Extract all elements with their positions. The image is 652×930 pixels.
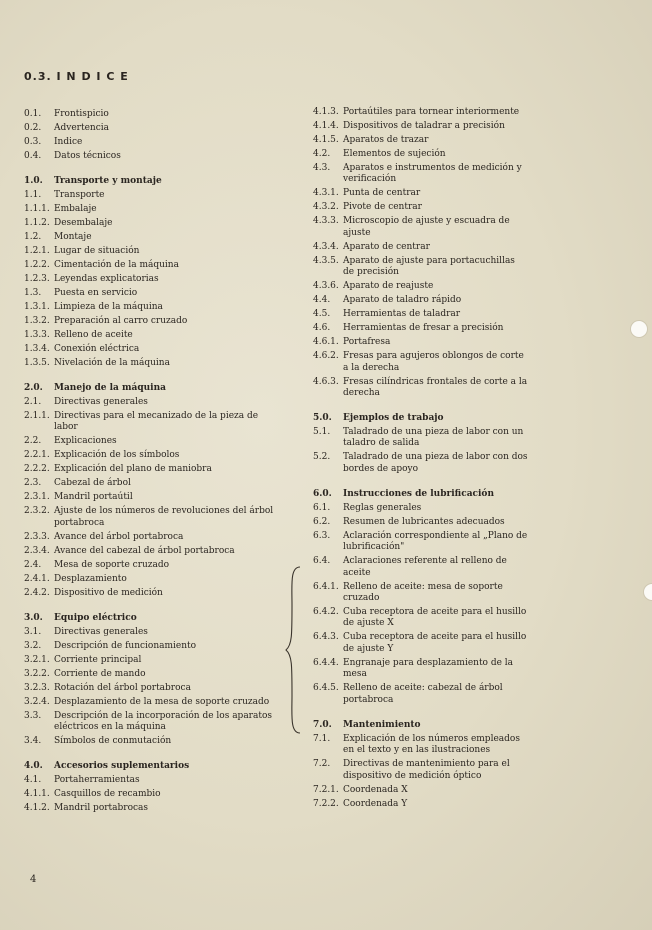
toc-entry [313,188,528,199]
toc-entry-number: 7.0. [313,719,332,730]
toc-entry-title: Portaherramientas [54,775,140,786]
toc-entry-number: 4.5. [313,309,331,320]
toc-entry-title: Reglas generales [343,502,422,513]
toc-entry-title: Advertencia [54,123,109,133]
toc-entry-title: Corriente de mando [54,668,146,679]
toc-entry [24,641,274,652]
toc-entry-number: 2.4.1. [24,573,50,584]
toc-entry-title: Explicación de los símbolos [54,450,180,461]
toc-entry [24,151,274,162]
toc-entry-number: 4.4. [313,295,331,306]
toc-entry-title: Preparación al carro cruzado [54,316,188,326]
toc-entry-title: Manejo de la máquina [54,383,166,393]
toc-entry [313,242,528,253]
toc-entry-number: 5.0. [313,413,332,424]
toc-entry-number: 7.1. [313,733,331,744]
toc-entry-title: Accesorios suplementarios [54,761,190,772]
toc-entry-title: Aparato de centrar [343,241,430,252]
toc-entry-title: Avance del árbol portabroca [54,531,184,542]
toc-entry-number: 4.3.1. [313,188,339,199]
toc-entry [24,260,274,271]
toc-entry-title: Portaútiles para tornear interiormente [343,107,520,117]
toc-entry [313,295,528,306]
toc-entry-number: 3.2.3. [24,682,50,693]
punch-hole-top [630,320,648,338]
toc-entry [24,190,274,201]
toc-entry [24,316,274,327]
toc-entry-number: 1.2.3. [24,274,50,284]
toc-entry-title: Cuba receptora de aceite para el husillo de ajuste X [343,607,527,629]
toc-entry-number: 6.2. [313,516,331,527]
toc-entry [24,397,274,408]
toc-entry-title: Ejemplos de trabajo [343,413,444,424]
toc-entry [313,377,528,400]
toc-entry [24,464,274,475]
toc-entry [24,492,274,503]
toc-section-heading [24,761,274,772]
toc-entry-title: Aparatos de trazar [343,135,429,145]
toc-entry [24,588,274,599]
toc-entry-number: 1.3. [24,288,42,298]
toc-entry-title: Avance del cabezal de árbol portabroca [54,545,235,556]
toc-entry-title: Directivas para el mecanizado de la pieza de labor [54,411,259,433]
toc-entry [313,658,528,681]
toc-entry-title: Leyendas explicatorias [54,274,159,284]
toc-entry-number: 6.4.3. [313,632,339,643]
toc-entry [313,556,528,579]
toc-entry-title: Taladrado de una pieza de labor con un taladro de salida [343,427,524,449]
toc-entry-title: Limpieza de la máquina [54,302,163,312]
toc-entry-title: Aparato de taladro rápido [343,295,462,306]
toc-entry-number: 4.6.3. [313,376,339,387]
toc-entry-title: Aclaraciones referente al relleno de aceite [343,556,507,578]
toc-entry-number: 4.3.5. [313,255,339,266]
toc-entry [24,560,274,571]
toc-entry-number: 2.3.2. [24,506,50,517]
punch-hole-bottom [643,583,652,601]
toc-entry-number: 7.2.2. [313,798,339,809]
toc-entry-number: 4.2. [313,149,331,159]
toc-entry [24,506,274,529]
toc-entry [313,256,528,279]
toc-entry-title: Mantenimiento [343,719,421,730]
toc-entry-title: Aparato de ajuste para portacuchillas de precisión [343,255,515,278]
toc-entry [313,785,528,796]
toc-entry [24,109,274,120]
toc-entry-number: 5.1. [313,427,331,438]
toc-entry [24,218,274,229]
toc-entry [24,246,274,257]
toc-entry-number: 4.1.2. [24,803,50,814]
toc-section-heading [313,489,528,500]
toc-entry-title: Engranaje para desplazamiento de la mesa [343,657,514,680]
toc-entry-number: 1.3.5. [24,358,50,368]
toc-entry [313,202,528,213]
toc-entry [313,582,528,605]
toc-entry-title: Mandril portabrocas [54,803,149,814]
toc-entry-title: Directivas generales [54,626,148,637]
toc-entry-title: Dispositivo de medición [54,587,163,598]
toc-entry-number: 4.1.1. [24,789,50,800]
toc-entry [313,452,528,475]
section-gap [313,402,528,413]
toc-entry [24,574,274,585]
toc-entry [24,697,274,708]
toc-left-column [24,109,274,817]
toc-entry-number: 1.3.2. [24,316,50,326]
toc-entry-title: Aparatos e instrumentos de medición y verificación [343,163,522,185]
toc-entry [24,123,274,134]
toc-entry-number: 6.4.5. [313,683,339,694]
toc-entry-title: Ajuste de los números de revoluciones del árbol portabroca [54,506,274,528]
toc-entry [24,358,274,369]
toc-entry-title: Cabezal de árbol [54,478,131,489]
toc-entry-number: 4.3.3. [313,216,339,227]
toc-entry-number: 3.4. [24,736,42,747]
toc-entry [313,607,528,630]
toc-entry-title: Microscopio de ajuste y escuadra de ajuste [343,216,510,238]
toc-entry-title: Resumen de lubricantes adecuados [343,516,505,527]
toc-entry-title: Descripción de la incorporación de los aparatos eléctricos en la máquina [54,710,273,733]
toc-entry-title: Portafresa [343,337,391,348]
toc-entry-title: Cimentación de la máquina [54,260,179,270]
toc-entry-title: Desembalaje [54,218,113,228]
toc-entry-number: 4.1.4. [313,121,339,131]
toc-entry-number: 2.2.1. [24,450,50,461]
toc-section-heading [24,383,274,394]
toc-entry-title: Conexión eléctrica [54,344,140,354]
toc-entry-title: Puesta en servicio [54,288,138,298]
toc-entry-number: 5.2. [313,452,331,463]
toc-entry-number: 2.4.2. [24,587,50,598]
toc-entry-title: Elementos de sujeción [343,149,446,159]
toc-entry-title: Dispositivos de taladrar a precisión [343,121,505,131]
toc-entry-number: 1.1. [24,190,42,200]
toc-entry-number: 3.2.2. [24,668,50,679]
toc-entry-number: 4.1. [24,775,42,786]
toc-entry [24,137,274,148]
toc-entry-title: Nivelación de la máquina [54,358,170,368]
toc-entry [313,216,528,239]
toc-entry-number: 3.2.4. [24,696,50,707]
section-gap [313,478,528,489]
toc-entry-number: 2.0. [24,383,43,393]
toc-entry-title: Lugar de situación [54,246,140,256]
toc-entry [313,759,528,782]
toc-entry-number: 1.1.1. [24,204,50,214]
toc-entry-title: Desplazamiento [54,573,127,584]
toc-entry-title: Mesa de soporte cruzado [54,559,170,570]
toc-entry [313,632,528,655]
toc-entry-number: 4.0. [24,761,43,772]
toc-entry-number: 4.3.2. [313,202,339,213]
toc-entry-number: 2.2. [24,436,42,447]
toc-entry-title: Punta de centrar [343,188,421,199]
toc-entry-number: 0.2. [24,123,42,133]
toc-entry-title: Embalaje [54,204,97,214]
toc-entry-title: Herramientas de taladrar [343,309,461,320]
toc-entry-number: 1.2. [24,232,42,242]
toc-entry [313,135,528,146]
toc-entry [24,736,274,747]
toc-section-heading [24,176,274,187]
toc-entry-title: Relleno de aceite: cabezal de árbol portabroca [343,683,503,705]
toc-entry-number: 6.1. [313,502,331,513]
toc-entry-number: 1.1.2. [24,218,50,228]
toc-entry-number: 1.0. [24,176,43,186]
toc-entry [24,450,274,461]
toc-entry-title: Mandril portaútil [54,492,133,503]
toc-entry-number: 4.6. [313,323,331,334]
toc-entry-number: 2.2.2. [24,464,50,475]
toc-entry [24,330,274,341]
toc-entry-number: 0.1. [24,109,42,119]
toc-entry-title: Coordenada X [343,784,408,795]
toc-section-heading [313,413,528,424]
toc-entry-title: Relleno de aceite [54,330,133,340]
toc-entry-title: Equipo eléctrico [54,612,137,623]
toc-entry-title: Explicación de los números empleados en el texto y en las ilustraciones [343,733,520,756]
toc-entry [313,323,528,334]
toc-entry-number: 1.3.4. [24,344,50,354]
toc-entry-number: 4.3. [313,163,331,173]
section-gap [24,372,274,383]
section-gap [24,750,274,761]
toc-entry-number: 4.1.5. [313,135,339,145]
toc-entry-number: 3.2.1. [24,654,50,665]
toc-entry-title: Taladrado de una pieza de labor con dos bordes de apoyo [343,452,528,474]
toc-entry-title: Casquillos de recambio [54,789,161,800]
toc-entry [24,302,274,313]
toc-entry-title: Explicaciones [54,436,117,447]
toc-entry-title: Descripción de funcionamiento [54,640,197,651]
toc-entry [313,309,528,320]
toc-entry [313,121,528,132]
toc-entry [24,627,274,638]
toc-entry [24,669,274,680]
toc-entry-number: 2.3. [24,478,42,489]
toc-entry-number: 0.3. [24,137,42,147]
toc-entry-title: Relleno de aceite: mesa de soporte cruzado [343,581,503,604]
toc-entry-number: 2.1.1. [24,411,50,421]
toc-entry [24,274,274,285]
toc-entry-title: Datos técnicos [54,151,121,161]
toc-entry-number: 6.4. [313,556,331,567]
toc-entry [24,204,274,215]
toc-entry [24,344,274,355]
toc-entry-number: 7.2.1. [313,784,339,795]
toc-entry-title: Símbolos de conmutación [54,736,172,747]
toc-section-heading [313,720,528,731]
toc-entry [24,789,274,800]
toc-entry-title: Frontispicio [54,109,109,119]
toc-entry [313,427,528,450]
toc-entry [24,803,274,814]
toc-entry-number: 3.2. [24,640,42,651]
toc-entry-title: Directivas de mantenimiento para el dispositivo de medición óptico [343,759,510,781]
toc-entry [24,411,274,434]
toc-entry-number: 4.1.3. [313,107,339,117]
toc-entry-title: Transporte [54,190,105,200]
page-number: 4 [30,874,37,885]
toc-entry [313,503,528,514]
toc-entry-title: Transporte y montaje [54,176,162,186]
toc-entry [313,149,528,160]
toc-entry [313,163,528,186]
toc-entry-number: 1.3.3. [24,330,50,340]
toc-entry-number: 2.1. [24,397,42,407]
toc-entry [24,546,274,557]
toc-entry [24,775,274,786]
section-gap [24,165,274,176]
toc-entry-title: Instrucciones de lubrificación [343,488,494,499]
toc-section-heading [24,613,274,624]
toc-entry-title: Fresas cilíndricas frontales de corte a la derecha [343,376,528,399]
section-gap [24,602,274,613]
toc-entry [313,517,528,528]
toc-entry [313,337,528,348]
toc-entry [24,232,274,243]
section-gap [313,709,528,720]
toc-entry-number: 6.4.1. [313,581,339,592]
toc-entry-number: 3.1. [24,626,42,637]
toc-entry-title: Aparato de reajuste [343,281,434,292]
toc-entry [24,436,274,447]
toc-entry [24,655,274,666]
toc-entry [313,683,528,706]
toc-entry [24,711,274,734]
toc-entry-title: Indice [54,137,83,147]
toc-entry-title: Corriente principal [54,654,142,665]
toc-entry-number: 2.4. [24,559,42,570]
toc-entry-number: 6.0. [313,488,332,499]
toc-entry-title: Pivote de centrar [343,202,422,213]
toc-entry [24,478,274,489]
toc-entry [24,288,274,299]
toc-entry-number: 1.2.1. [24,246,50,256]
toc-entry-number: 6.3. [313,530,331,541]
toc-entry-title: Coordenada Y [343,798,408,809]
toc-entry-number: 1.2.2. [24,260,50,270]
toc-entry-number: 3.0. [24,612,43,623]
toc-entry-number: 2.3.3. [24,531,50,542]
curly-brace-mark [284,565,304,735]
toc-entry-number: 7.2. [313,759,331,770]
toc-entry-title: Directivas generales [54,397,148,407]
toc-entry [313,734,528,757]
toc-entry [24,532,274,543]
toc-entry-number: 2.3.1. [24,492,50,503]
toc-entry [313,531,528,554]
toc-entry-title: Rotación del árbol portabroca [54,682,191,693]
page-title: 0.3. I N D I C E [24,70,129,83]
toc-entry-number: 2.3.4. [24,545,50,556]
toc-entry [313,107,528,118]
toc-entry-number: 4.3.6. [313,281,339,292]
toc-entry [313,799,528,810]
toc-entry-title: Fresas para agujeros oblongos de corte a la derecha [343,351,524,373]
toc-entry-number: 4.6.1. [313,337,339,348]
toc-entry-number: 6.4.4. [313,657,339,668]
toc-entry [24,683,274,694]
toc-entry-title: Aclaración correspondiente al „Plano de lubrificación" [343,530,528,553]
toc-entry-title: Desplazamiento de la mesa de soporte cruzado [54,696,270,707]
toc-entry-number: 1.3.1. [24,302,50,312]
toc-entry-title: Cuba receptora de aceite para el husillo de ajuste Y [343,632,527,654]
toc-entry [313,281,528,292]
toc-entry-number: 4.3.4. [313,241,339,252]
toc-entry-title: Herramientas de fresar a precisión [343,323,504,334]
toc-entry [313,351,528,374]
toc-right-column [313,107,528,813]
toc-entry-title: Explicación del plano de maniobra [54,464,212,475]
toc-entry-number: 6.4.2. [313,607,339,618]
toc-entry-number: 4.6.2. [313,351,339,362]
toc-entry-number: 0.4. [24,151,42,161]
toc-entry-number: 3.3. [24,710,42,721]
toc-entry-title: Montaje [54,232,92,242]
